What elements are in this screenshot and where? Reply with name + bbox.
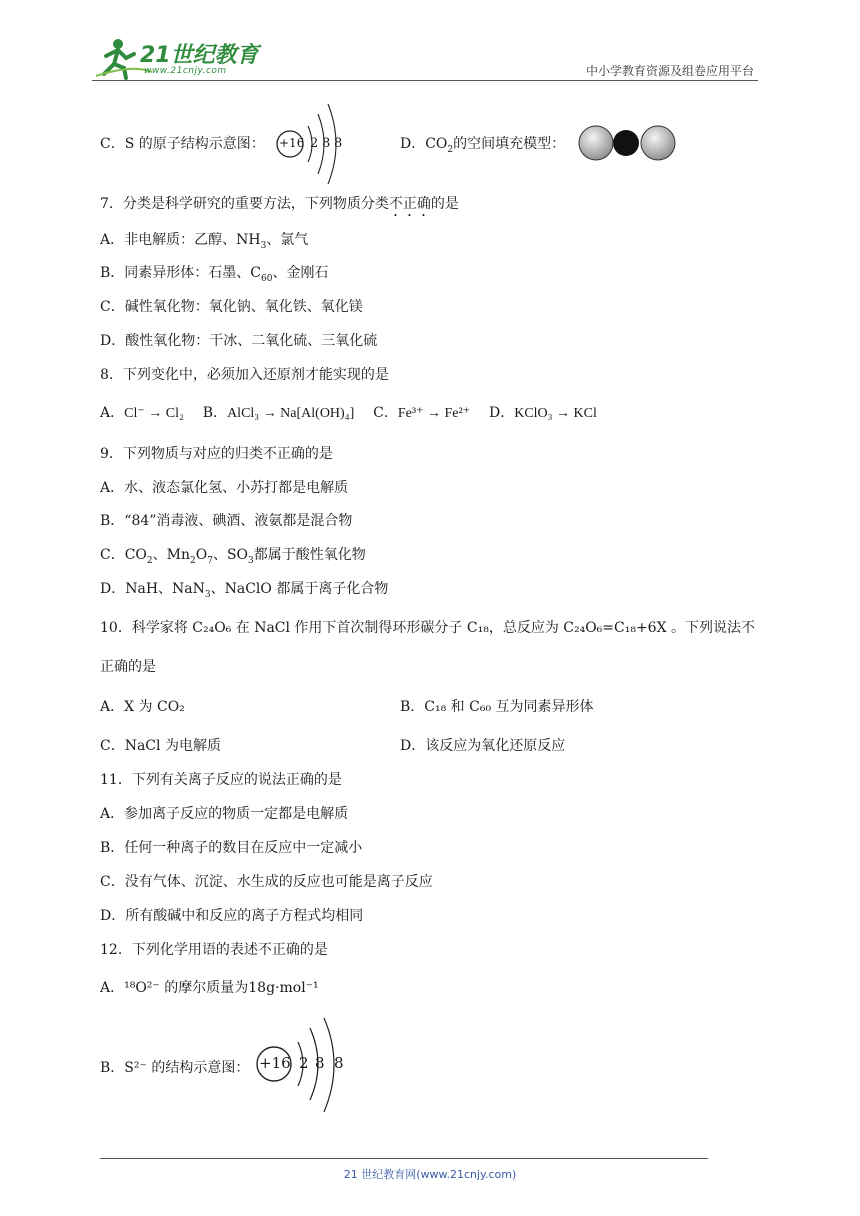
q11-option-a[interactable]: A．参加离子反应的物质一定都是电解质: [100, 806, 349, 822]
q7-option-a[interactable]: A．非电解质：乙醇、$NH_3$、氯气: [100, 232, 309, 251]
header-platform-text: 中小学教育资源及组卷应用平台: [585, 64, 754, 78]
q7-option-b[interactable]: B．同素异形体：石墨、$C_{60}$、金刚石: [100, 265, 329, 284]
q9-option-d[interactable]: D．NaH、NaN$_3$、NaClO 都属于离子化合物: [100, 581, 389, 600]
q7-option-d[interactable]: D．酸性氧化物：干冰、二氧化硫、三氧化硫: [100, 333, 378, 349]
q7-stem: 7．分类是科学研究的重要方法，下列物质分类不正确的是: [100, 196, 459, 212]
q8-option-d[interactable]: D．KClO₃ → KCl: [488, 405, 597, 421]
sulfide-ion-diagram: [252, 1016, 362, 1116]
shell-3-count: 8: [334, 1054, 344, 1072]
q9-option-c[interactable]: C．$CO_2$、$Mn_2O_7$、$SO_3$都属于酸性氧化物: [100, 547, 366, 566]
shell-1-count: 2: [299, 1054, 309, 1072]
q10-stem-line1: 10．科学家将 C₂₄O₆ 在 NaCl 作用下首次制得环形碳分子 C₁₈，总反应为 C₂₄O₆=C₁₈+6X 。下列说法不: [100, 620, 756, 636]
shell-1-count: 2: [310, 136, 319, 151]
q6-option-c-label: C．S 的原子结构示意图：: [100, 136, 265, 152]
q10-option-d[interactable]: D．该反应为氧化还原反应: [400, 738, 566, 754]
footer-divider: [100, 1158, 708, 1159]
nucleus-charge: +16: [279, 136, 305, 150]
logo-url: www.21cnjy.com: [144, 66, 227, 76]
nucleus-charge: +16: [259, 1054, 291, 1072]
shell-2-count: 8: [322, 136, 331, 151]
logo-text: 21世纪教育: [140, 43, 259, 68]
q10-option-c[interactable]: C．NaCl 为电解质: [100, 738, 221, 754]
q7-option-c[interactable]: C．碱性氧化物：氧化钠、氧化铁、氧化镁: [100, 299, 363, 315]
q6-option-d-label: D．$CO_2$的空间填充模型：: [400, 136, 566, 155]
q8-options: [100, 404, 597, 423]
q12-option-b-label[interactable]: B．S²⁻ 的结构示意图：: [100, 1060, 250, 1076]
shell-3-count: 8: [334, 136, 343, 151]
q9-stem: 9．下列物质与对应的归类不正确的是: [100, 446, 333, 462]
shell-2-count: 8: [315, 1054, 325, 1072]
footer-site-link[interactable]: 21 世纪教育网(www.21cnjy.com): [343, 1168, 517, 1181]
q10-stem-line2: 正确的是: [100, 659, 156, 675]
q8-option-a[interactable]: A．Cl⁻ → Cl₂: [100, 405, 184, 421]
co2-space-filling-model: [578, 124, 678, 162]
q8-stem: 8．下列变化中，必须加入还原剂才能实现的是: [100, 367, 389, 383]
q8-option-c[interactable]: C．Fe³⁺ → Fe²⁺: [373, 405, 471, 421]
header-divider: [92, 80, 758, 81]
q12-option-a[interactable]: A．¹⁸O²⁻ 的摩尔质量为18g·mol⁻¹: [100, 980, 319, 996]
q9-option-a[interactable]: A．水、液态氯化氢、小苏打都是电解质: [100, 480, 349, 496]
q10-option-b[interactable]: B．C₁₈ 和 C₆₀ 互为同素异形体: [400, 699, 594, 715]
q9-option-b[interactable]: B．“84”消毒液、碘酒、液氨都是混合物: [100, 513, 353, 529]
sulfur-atom-diagram: [272, 100, 362, 190]
q8-option-b[interactable]: B．AlCl₃ → Na[Al(OH)₄]: [202, 405, 355, 421]
q11-option-b[interactable]: B．任何一种离子的数目在反应中一定减小: [100, 840, 363, 856]
q11-option-d[interactable]: D．所有酸碱中和反应的离子方程式均相同: [100, 908, 364, 924]
q12-stem: 12．下列化学用语的表述不正确的是: [100, 942, 328, 958]
q11-option-c[interactable]: C．没有气体、沉淀、水生成的反应也可能是离子反应: [100, 874, 433, 890]
q10-option-a[interactable]: A．X 为 CO₂: [100, 699, 185, 715]
site-logo: [92, 34, 267, 82]
q11-stem: 11．下列有关离子反应的说法正确的是: [100, 772, 342, 788]
